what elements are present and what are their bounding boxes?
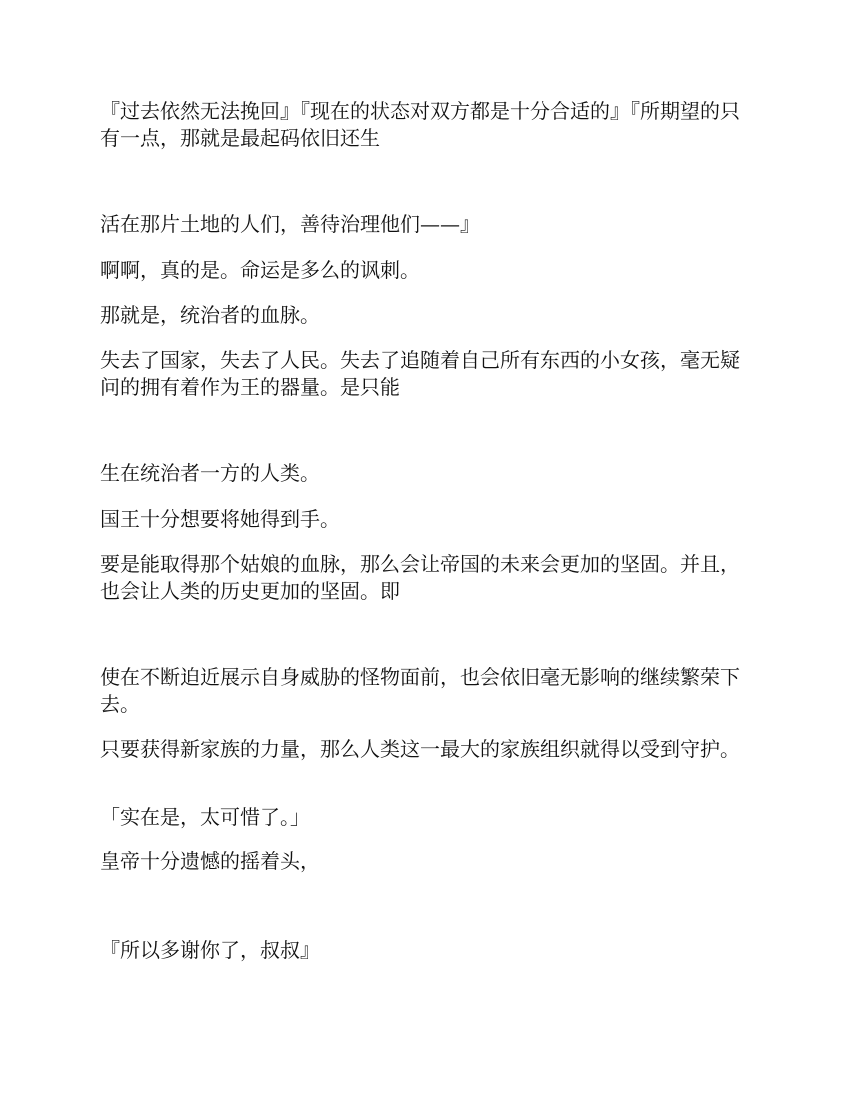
- paragraph-2: 活在那片土地的人们，善待治理他们——』: [100, 212, 480, 236]
- paragraph-12: 皇帝十分遗憾的摇着头，: [100, 849, 320, 873]
- paragraph-1: 『过去依然无法挽回』『现在的状态对双方都是十分合适的』『所期望的只有一点，那就是最起码依旧还生: [100, 99, 740, 150]
- paragraph-11: 「实在是，太可惜了。」: [100, 805, 310, 829]
- paragraph-9: 使在不断迫近展示自身威胁的怪物面前，也会依旧毫无影响的继续繁荣下去。: [100, 665, 740, 716]
- paragraph-3: 啊啊，真的是。命运是多么的讽刺。: [100, 258, 420, 282]
- paragraph-8: 要是能取得那个姑娘的血脉，那么会让帝国的未来会更加的坚固。并且，也会让人类的历史更加的坚固。即: [100, 552, 740, 603]
- paragraph-10: 只要获得新家族的力量，那么人类这一最大的家族组织就得以受到守护。: [100, 737, 740, 761]
- paragraph-5: 失去了国家，失去了人民。失去了追随着自己所有东西的小女孩，毫无疑问的拥有着作为王的器量。是只能: [100, 348, 740, 399]
- paragraph-6: 生在统治者一方的人类。: [100, 461, 320, 485]
- paragraph-13: 『所以多谢你了，叔叔』: [100, 938, 320, 962]
- paragraph-7: 国王十分想要将她得到手。: [100, 507, 340, 531]
- paragraph-4: 那就是，统治者的血脉。: [100, 303, 320, 327]
